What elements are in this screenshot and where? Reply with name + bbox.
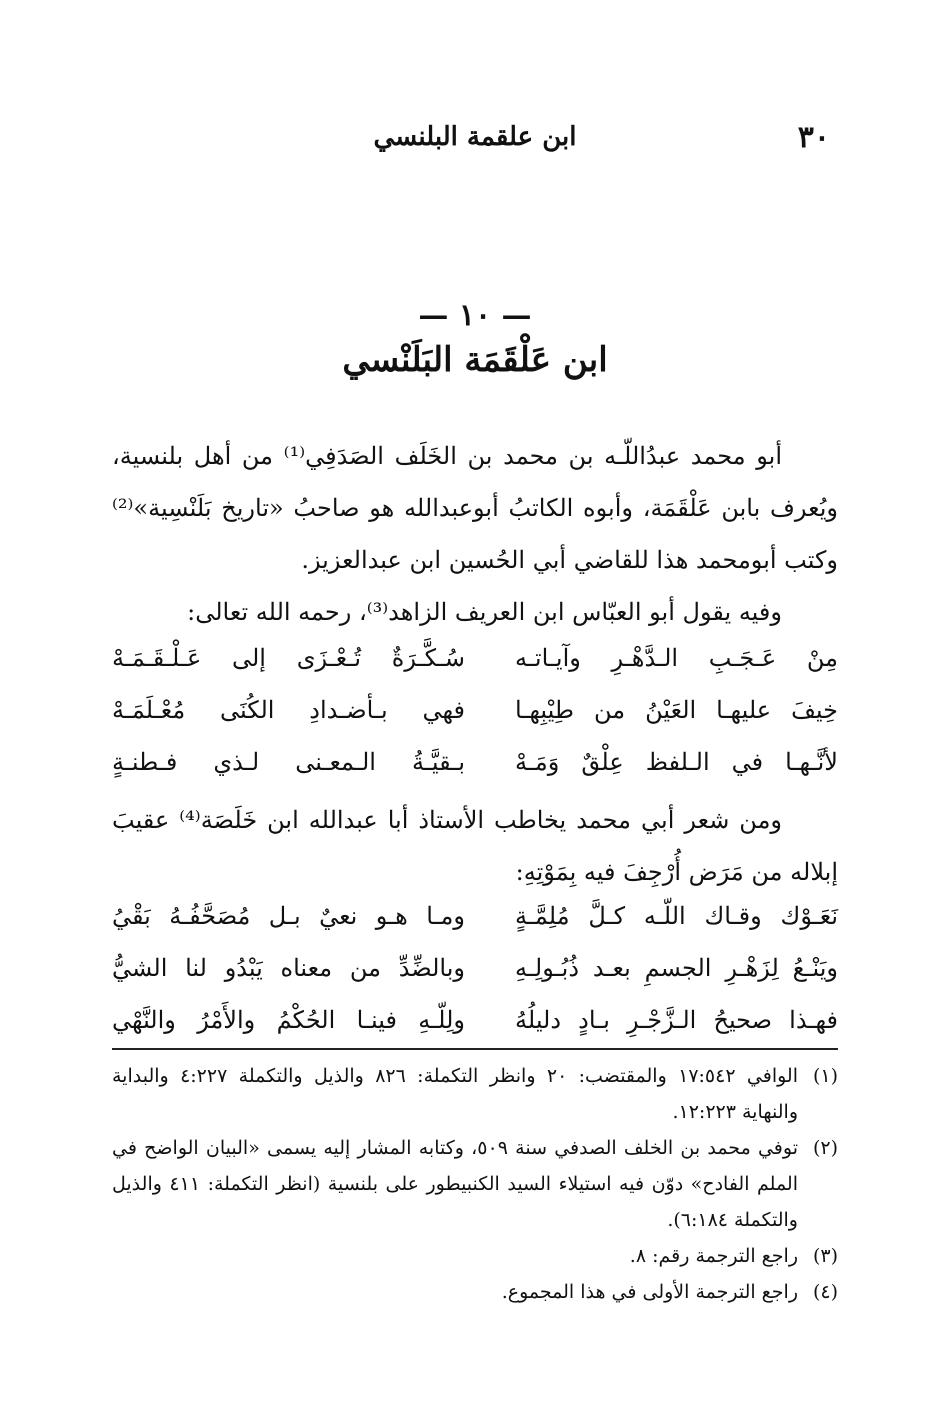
verse-second-hemistich: ومـا هـو نعيٌ بـل مُصَحَّفُـهُ بَقْيُ (112, 902, 465, 930)
poem-1 (112, 632, 838, 788)
intro-paragraph-block (112, 430, 838, 586)
footnote (112, 1238, 838, 1274)
footnote-text: الوافي ١٧:٥٤٢ والمقتضب: ٢٠ وانظر التكملة: ٨٢٦ والذيل والتكملة ٤:٢٢٧ والبداية والنهاية ١٢:٢٢٣. (112, 1065, 799, 1123)
verse-first-hemistich: ويَنْـعُ لِزَهْـرِ الجسمِ بعـد ذُبُـولِـهِ (515, 954, 838, 982)
poem-2 (112, 890, 838, 1046)
footnote (112, 1058, 838, 1130)
intro-paragraph: أبو محمد عبدُاللّـه بن محمد بن الخَلَف الصَدَفِي⁽¹⁾ من أهل بلنسية، ويُعرف بابن عَلْقَمَة، وأبوه الكاتبُ أبوعبدالله هو صاحبُ «تاريخ بَلَنْسِية»⁽²⁾ وكتب أبومحمد هذا للقاضي أبي الحُسين ابن عبدالعزيز. (112, 442, 838, 574)
entry-title: ابن عَلْقَمَة البَلَنْسي (342, 340, 608, 380)
poem-verse (112, 632, 838, 684)
footnote-number: (٤) (812, 1281, 838, 1303)
poem-verse (112, 890, 838, 942)
running-title: ابن علقمة البلنسي (373, 122, 577, 152)
page-number: ٣٠ (797, 120, 830, 155)
footnote-number: (١) (812, 1065, 838, 1087)
verse-intro-2: ومن شعر أبي محمد يخاطب الأستاذ أبا عبدالله ابن خَلَصَة⁽⁴⁾ عقيبَ إبلاله من مَرَض أُرْجِفَ فيه بِمَوْتِهِ: (112, 806, 838, 886)
verse-second-hemistich: وبالضِّدِّ من معناه يَبْدُو لنا الشيُّ (112, 954, 465, 982)
footnote (112, 1274, 838, 1310)
poem-verse (112, 684, 838, 736)
running-head (120, 120, 830, 164)
verse-first-hemistich: نَعَـوْك وقـاك اللّـه كـلَّ مُلِمَّـةٍ (515, 902, 838, 930)
poem-verse (112, 736, 838, 788)
verse-second-hemistich: سُـكَّـرَةٌ تُـعْـزَى إلى عَـلْـقَـمَـهْ (112, 644, 465, 672)
footnote-text: راجع الترجمة رقم: ٨. (629, 1245, 798, 1267)
poem-verse (112, 942, 838, 994)
verse-second-hemistich: بـقيَّـةُ الـمعـنى لـذي فـطنـةٍ (112, 748, 465, 776)
footnote-divider (112, 1048, 838, 1050)
verse-second-hemistich: ولِلّـهِ فينـا الحُكْمُ والأَمْرُ والنَّهْي (112, 1006, 465, 1034)
footnotes (112, 1058, 838, 1310)
verse-first-hemistich: خِيفَ عليهـا العَيْنُ من طِيْبِهـا (515, 696, 838, 724)
verse-second-hemistich: فهي بـأضـدادِ الكُنَى مُعْـلَمَـهْ (112, 696, 465, 724)
footnote-text: توفي محمد بن الخلف الصدفي سنة ٥٠٩، وكتابه المشار إليه يسمى «البيان الواضح في الملم الفادح» دوّن فيه استيلاء السيد الكنبيطور على بلنسية (انظر التكملة: ٤١١ والذيل والتكملة ٦:١٨٤). (112, 1137, 798, 1231)
entry-number: — ١٠ — (418, 298, 532, 333)
footnote (112, 1130, 838, 1238)
verse-intro-2-block (112, 794, 838, 898)
footnote-number: (٣) (812, 1245, 838, 1267)
poem-verse (112, 994, 838, 1046)
verse-first-hemistich: فهـذا صحيحُ الـزَّجْـرِ بـادٍ دليلُهُ (515, 1006, 838, 1034)
verse-first-hemistich: لأنَّـهـا في الـلفظ عِلْقٌ وَمَـهْ (515, 748, 838, 776)
verse-intro-1-block (112, 586, 838, 638)
verse-intro-1: وفيه يقول أبو العبّاس ابن العريف الزاهد⁽³⁾، رحمه الله تعالى: (187, 598, 782, 626)
footnote-number: (٢) (812, 1137, 838, 1159)
footnote-text: راجع الترجمة الأولى في هذا المجموع. (501, 1281, 798, 1303)
verse-first-hemistich: مِنْ عَـجَـبِ الـدَّهْـرِ وآيـاتـه (515, 644, 838, 672)
